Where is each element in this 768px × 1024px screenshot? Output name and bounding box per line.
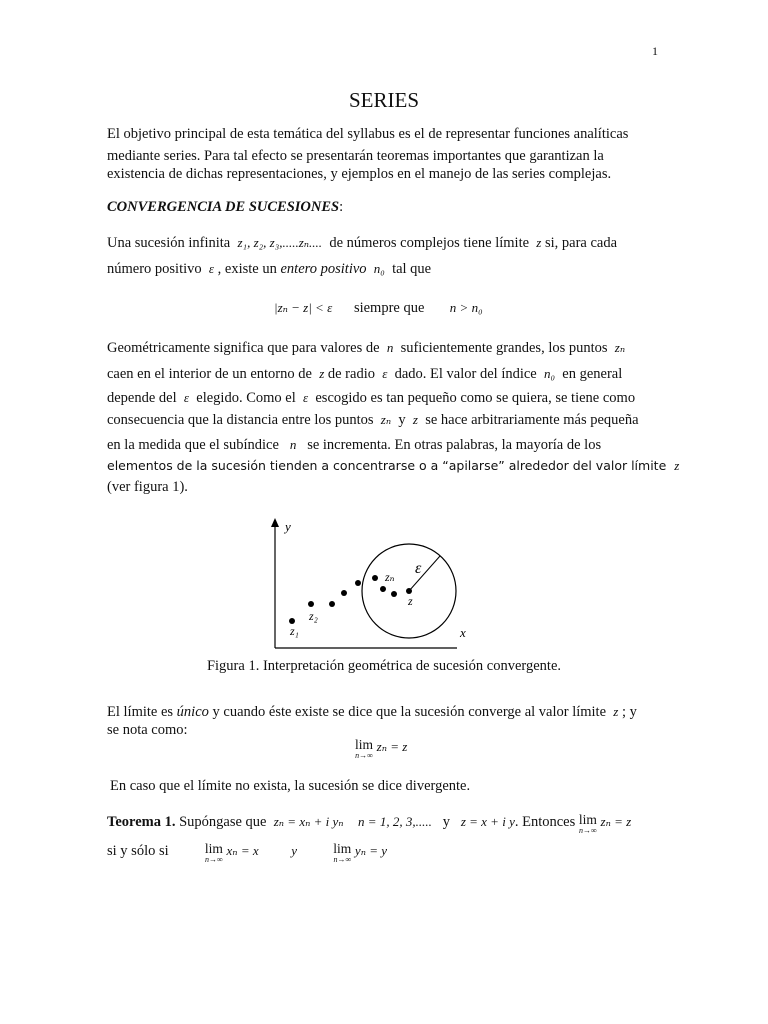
axis-label-x: x bbox=[460, 625, 466, 640]
theorem-line-2 bbox=[107, 843, 667, 865]
zn-symbol: zₙ bbox=[380, 412, 392, 427]
page-number: 1 bbox=[652, 44, 658, 58]
lim-expression: yₙ = y bbox=[354, 843, 388, 858]
n0-symbol: n₀ bbox=[373, 261, 385, 276]
theorem-text: y bbox=[291, 843, 298, 858]
def-text-e: , existe un bbox=[217, 261, 277, 277]
z-label: z bbox=[408, 594, 413, 608]
geo-text: Geométricamente significa que para valores de bbox=[107, 340, 380, 356]
epsilon-radius bbox=[409, 556, 440, 591]
lim-subscript: n→∞ bbox=[579, 826, 597, 835]
def-text-a: Una sucesión infinita bbox=[107, 235, 231, 251]
geo-text: y bbox=[398, 412, 406, 428]
def-text-d: número positivo bbox=[107, 261, 202, 277]
condition-rhs: n > n₀ bbox=[449, 300, 483, 315]
theorem-eq1: zₙ = xₙ + i yₙ bbox=[273, 814, 344, 829]
geo-text: suficientemente grandes, los puntos bbox=[400, 340, 608, 356]
z-symbol: z bbox=[613, 704, 619, 719]
definition-line-1 bbox=[107, 235, 667, 252]
epsilon-label: ε bbox=[415, 560, 422, 577]
sequence-point bbox=[308, 601, 314, 607]
section-heading bbox=[107, 199, 667, 216]
lim-operator bbox=[579, 814, 597, 836]
geo-text: depende del bbox=[107, 390, 177, 406]
page-title: SERIES bbox=[348, 88, 419, 112]
lim-expression: zₙ = z bbox=[600, 814, 632, 829]
sequence-point bbox=[380, 586, 386, 592]
theorem-line-1 bbox=[107, 814, 667, 836]
n-symbol: n bbox=[386, 340, 394, 355]
lim-subscript: n→∞ bbox=[205, 855, 223, 864]
lim-word: lim bbox=[355, 737, 374, 752]
epsilon-symbol: ε bbox=[208, 261, 215, 276]
geo-text: consecuencia que la distancia entre los puntos bbox=[107, 412, 374, 428]
geo-line-3 bbox=[107, 390, 667, 407]
limit-text: ; y bbox=[621, 704, 637, 720]
definition-line-2 bbox=[107, 261, 667, 278]
geo-text: elegido. Como el bbox=[196, 390, 296, 406]
lim-operator bbox=[205, 843, 223, 865]
n0-symbol: n₀ bbox=[544, 366, 556, 381]
sequence-point bbox=[329, 601, 335, 607]
figure-caption: Figura 1. Interpretación geométrica de sucesión convergente. bbox=[206, 658, 562, 674]
condition-equation bbox=[274, 300, 574, 317]
divergent-sentence: En caso que el límite no exista, la sucesión se dice divergente. bbox=[110, 778, 471, 794]
zn-label: zₙ bbox=[385, 570, 395, 584]
axis-label-y: y bbox=[285, 519, 291, 534]
intro-line-1: El objetivo principal de esta temática del syllabus es el de representar funciones analíticas bbox=[107, 126, 629, 142]
limit-z: z bbox=[536, 235, 542, 250]
intro-line-3: existencia de dichas representaciones, y ejemplos en el manejo de las series complejas. bbox=[107, 166, 612, 182]
z-symbol: z bbox=[319, 366, 325, 381]
limit-line-1 bbox=[107, 704, 667, 721]
geo-line-2 bbox=[107, 366, 667, 383]
lim-operator bbox=[355, 739, 373, 761]
geo-line-1 bbox=[107, 340, 667, 357]
epsilon-symbol: ε bbox=[303, 390, 309, 405]
theorem-text: Supóngase que bbox=[179, 814, 267, 830]
theorem-eq3: z = x + i y bbox=[460, 814, 515, 829]
lim-operator bbox=[333, 843, 351, 865]
limit-expression bbox=[355, 739, 475, 761]
geo-line-6 bbox=[107, 458, 680, 474]
sequence-expression: z₁, z₂, z₃,.....zₙ.... bbox=[237, 235, 323, 250]
geo-text: de radio bbox=[327, 366, 375, 382]
lim-word: lim bbox=[578, 812, 597, 827]
theorem-label: Teorema 1. bbox=[107, 814, 176, 830]
limit-text: y cuando éste existe se dice que la sucesión converge al valor límite bbox=[212, 704, 607, 720]
geo-text: dado. El valor del índice bbox=[394, 366, 537, 382]
sequence-point bbox=[372, 575, 378, 581]
geo-text: se hace arbitrariamente más pequeña bbox=[425, 412, 639, 428]
limit-line-2: se nota como: bbox=[107, 722, 188, 738]
geo-line-5 bbox=[107, 437, 667, 454]
entero-positivo: entero positivo bbox=[280, 261, 367, 277]
geo-text: caen en el interior de un entorno de bbox=[107, 366, 312, 382]
geo-text: en general bbox=[562, 366, 623, 382]
z-symbol: z bbox=[412, 412, 418, 427]
z2-label: z₂ bbox=[309, 609, 318, 623]
epsilon-symbol: ε bbox=[382, 366, 388, 381]
geo-text: elementos de la sucesión tienden a concentrarse o a “apilarse” alrededor del valor límite bbox=[107, 458, 667, 473]
geo-text: se incrementa. En otras palabras, la mayoría de los bbox=[307, 437, 602, 453]
def-text-f: tal que bbox=[392, 261, 432, 277]
geo-text: escogido es tan pequeño como se quiera, se tiene como bbox=[315, 390, 636, 406]
lim-word: lim bbox=[333, 841, 352, 856]
lim-word: lim bbox=[204, 841, 223, 856]
y-axis-arrow bbox=[271, 518, 279, 527]
condition-middle: siempre que bbox=[353, 300, 425, 316]
unico-word: único bbox=[176, 704, 209, 720]
limit-text: El límite es bbox=[107, 704, 174, 720]
lim-subscript: n→∞ bbox=[355, 751, 373, 760]
z-symbol: z bbox=[674, 458, 680, 473]
intro-line-2: mediante series. Para tal efecto se presentarán teoremas importantes que garantizan la bbox=[107, 148, 604, 164]
section-heading-text: CONVERGENCIA DE SUCESIONES bbox=[107, 199, 340, 215]
lim-expression: xₙ = x bbox=[226, 843, 259, 858]
condition-lhs: |zₙ − z| < ε bbox=[274, 300, 333, 315]
zn-symbol: zₙ bbox=[614, 340, 626, 355]
lim-expression: zₙ = z bbox=[376, 739, 408, 754]
geo-line-4 bbox=[107, 412, 667, 429]
z1-label: z₁ bbox=[290, 624, 299, 638]
theorem-text: y bbox=[442, 814, 450, 830]
geo-text: en la medida que el subíndice bbox=[107, 437, 279, 453]
theorem-eq2: n = 1, 2, 3,..... bbox=[358, 814, 432, 829]
lim-subscript: n→∞ bbox=[333, 855, 352, 864]
figure-1 bbox=[262, 515, 472, 655]
theorem-text: . Entonces bbox=[514, 814, 576, 830]
geo-line-7: (ver figura 1). bbox=[107, 479, 188, 495]
sequence-point bbox=[341, 590, 347, 596]
sequence-point bbox=[355, 580, 361, 586]
sequence-point bbox=[391, 591, 397, 597]
epsilon-symbol: ε bbox=[183, 390, 190, 405]
theorem-text: si y sólo si bbox=[107, 843, 169, 859]
n-symbol: n bbox=[289, 437, 297, 452]
def-text-b: de números complejos tiene límite bbox=[329, 235, 530, 251]
section-heading-colon: : bbox=[339, 199, 344, 215]
def-text-c: si, para cada bbox=[544, 235, 618, 251]
